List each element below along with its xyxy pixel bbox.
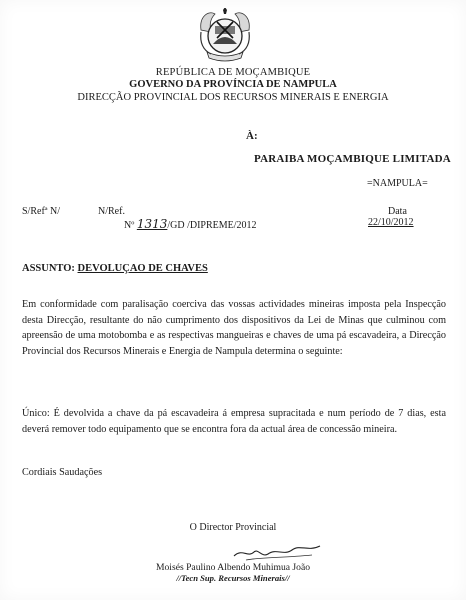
- addressee-city: =NAMPULA=: [367, 178, 428, 189]
- subject-line: [22, 263, 208, 274]
- reference-number-prefix: Nº: [124, 220, 135, 231]
- body-paragraph-2: Único: É devolvida a chave da pá escavadeira á empresa supracitada e num período de 7 dias, esta deverá remover todo equipamento que se encontra fora da actual área de concessão mineira.: [22, 408, 446, 435]
- coat-of-arms-icon: [193, 8, 257, 68]
- header-directorate: DIRECÇÃO PROVINCIAL DOS RECURSOS MINERAIS E ENERGIA: [77, 92, 389, 103]
- our-reference-label: N/Ref.: [98, 206, 125, 217]
- date-label: Data: [388, 206, 407, 217]
- subject-label: ASSUNTO:: [22, 263, 75, 274]
- document-date: 22/10/2012: [368, 217, 414, 228]
- reference-number-suffix: /GD /DIPREME/2012: [167, 220, 257, 231]
- subject-value: DEVOLUÇAO DE CHAVES: [77, 263, 208, 274]
- their-reference-label: S/Refª N/: [22, 206, 61, 217]
- addressee-label: À:: [246, 130, 258, 142]
- handwritten-signature: [232, 538, 322, 562]
- header-government: GOVERNO DA PROVÍNCIA DE NAMPULA: [129, 79, 337, 90]
- addressee-company: PARAIBA MOÇAMBIQUE LIMITADA: [254, 153, 451, 165]
- body-paragraph-1: Em conformidade com paralisação coerciva das vossas actividades mineiras imposta pela Inspecção desta Direcção, resultante do não cumprimento dos dispositivos da Lei de Minas que culminou com apreensão de uma motobomba e as respectivas mangueiras e chaves de uma pá escavadeira, a Direcção Provincial dos Recursos Minerais e Energia de Nampula determina o seguinte:: [22, 299, 446, 357]
- reference-number: [124, 217, 257, 231]
- header-republic: REPÚBLICA DE MOÇAMBIQUE: [155, 67, 311, 78]
- signatory-name: Moisés Paulino Albendo Muhimua João: [155, 562, 311, 573]
- reference-number-handwritten: 1313: [136, 217, 168, 231]
- closing-salutation: Cordiais Saudações: [22, 467, 103, 478]
- signatory-role: //Tecn Sup. Recursos Minerais//: [176, 573, 290, 583]
- signatory-title: O Director Provincial: [189, 522, 277, 533]
